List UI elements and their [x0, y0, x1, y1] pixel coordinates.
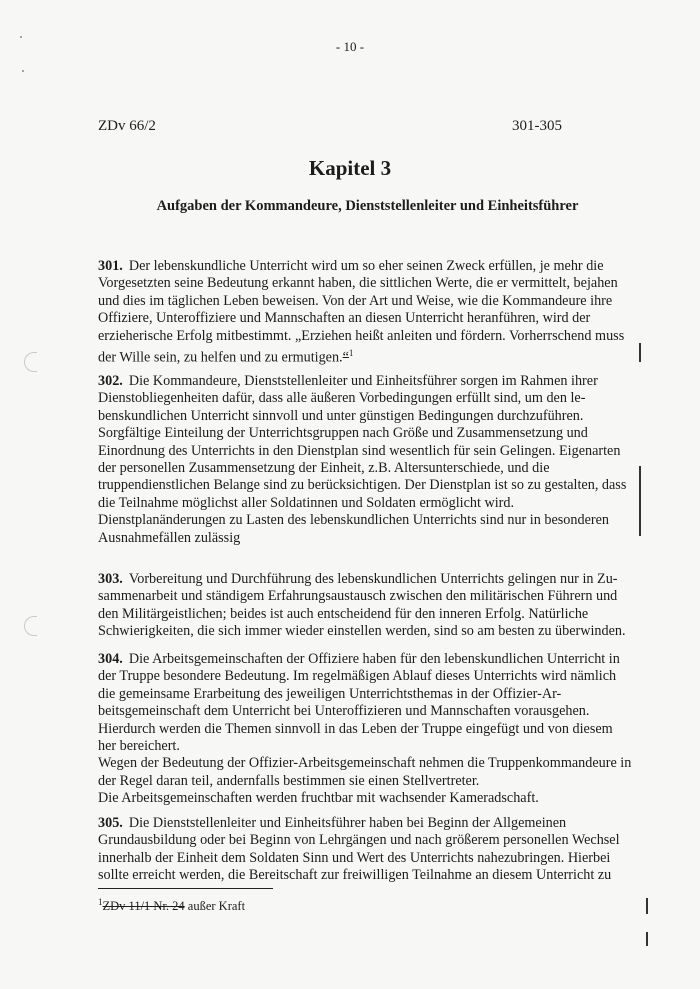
paragraph-line: und dies im täglichen Leben beweisen. Von der Art und Weise, wie die Kommandeure ihre	[98, 292, 613, 309]
paragraph-number: 302.	[98, 373, 123, 389]
paragraph-line: Einordnung des Unterrichts in den Dienstplan sind wesentlich für sein Gelingen. Eigenarten	[98, 442, 621, 459]
paragraph-line: Die Kommandeure, Dienststellenleiter und Einheitsführer sorgen im Rahmen ihrer	[128, 373, 598, 389]
paragraph-line: die Teilnahme möglichst aller Soldatinnen und Soldaten ermöglicht wird.	[98, 494, 515, 511]
footnote-struck-reference: ZDv 11/1 Nr. 24	[102, 899, 185, 914]
paragraph-line: Schwierigkeiten, die sich immer wieder einstellen werden, sind so am besten zu überwinden.	[98, 623, 626, 640]
paragraph-line: Die Arbeitsgemeinschaften werden fruchtbar mit wachsender Kameradschaft.	[98, 790, 539, 807]
paragraph-number: 303.	[98, 571, 123, 587]
paragraph-line: sollte erreicht werden, die Bereitschaft zur freiwilligen Teilnahme an diesem Unterricht zu	[98, 867, 612, 884]
paragraph-line: die gemeinsame Erarbeitung des jeweiligen Unterrichtsthemas in der Offizier-Ar-	[98, 685, 562, 702]
paragraph-line: der Regel daran teil, andernfalls bestimmen sie einen Stellvertreter.	[98, 772, 480, 789]
paragraph-line: der Wille sein, zu helfen und zu ermutigen.	[98, 349, 343, 366]
footnote-mark: 1	[98, 897, 103, 907]
change-bar	[646, 932, 648, 946]
paragraph-line: Ausnahmefällen zulässig	[98, 529, 241, 546]
struck-quote: “	[342, 349, 349, 366]
scan-speck	[20, 36, 22, 38]
change-bar	[639, 343, 641, 362]
paragraph-line: Dienstobliegenheiten dafür, dass alle äußeren Vorbedingungen erfüllt sind, um den le-	[98, 390, 586, 407]
paragraph-304	[98, 651, 633, 808]
paragraph-line: innerhalb der Einheit dem Soldaten Sinn und Wert des Unterrichts nahezubringen. Hierbei	[98, 849, 611, 866]
paragraph-line: Vorgesetzten seine Bedeutung erkannt haben, die sittlichen Werte, die er vermittelt, bejahen	[98, 275, 618, 292]
punch-hole	[24, 616, 37, 636]
paragraph-line: beitsgemeinschaft dem Unterricht bei Unteroffizieren und Mannschaften vorausgehen.	[98, 703, 590, 720]
chapter-title: Kapitel 3	[308, 156, 392, 180]
change-bar	[646, 898, 648, 914]
punch-hole	[24, 352, 37, 372]
footnote-rule	[98, 888, 273, 889]
change-bar	[639, 466, 641, 536]
footnote-text: außer Kraft	[184, 899, 246, 914]
paragraph-line: der Truppe besondere Bedeutung. Im regelmäßigen Ablauf dieses Unterrichts wird nämlich	[98, 668, 617, 685]
paragraph-line: Wegen der Bedeutung der Offizier-Arbeitsgemeinschaft nehmen die Truppenkommandeure in	[98, 755, 632, 772]
paragraph-line: erzieherische Erfolg mitbestimmt. „Erziehen heißt anleiten und fördern. Vorherrschend muss	[98, 327, 625, 344]
paragraph-303	[98, 571, 633, 641]
paragraph-line: truppendienstlichen Belange sind zu berücksichtigen. Der Dienstplan ist so zu gestalten, dass	[98, 477, 627, 494]
paragraph-line: Grundausbildung oder bei Beginn von Lehrgängen und nach größerem personellen Wechsel	[98, 832, 620, 849]
paragraph-line: her bereichert.	[98, 738, 180, 755]
scan-speck	[22, 70, 24, 72]
paragraph-line: den Militärgeistlichen; beides ist auch entscheidend für den inneren Erfolg. Natürliche	[98, 605, 589, 622]
paragraph-number: 301.	[98, 258, 123, 274]
paragraph-line: sammenarbeit und ständigem Erfahrungsaustausch zwischen den militärischen Führern und	[98, 588, 618, 605]
paragraph-305	[98, 815, 633, 885]
footnote	[98, 897, 245, 914]
paragraph-line: Der lebenskundliche Unterricht wird um so eher seinen Zweck erfüllen, je mehr die	[128, 258, 604, 274]
document-id: ZDv 66/2	[98, 118, 156, 134]
paragraph-301	[98, 258, 633, 367]
paragraph-line: Die Dienststellenleiter und Einheitsführer haben bei Beginn der Allgemeinen	[128, 815, 567, 831]
footnote-marker: 1	[348, 348, 354, 359]
paragraph-line: Dienstplanänderungen zu Lasten des lebenskundlichen Unterrichts sind nur in besonderen	[98, 512, 609, 529]
paragraph-line: Hierdurch werden die Themen sinnvoll in das Leben der Truppe eingefügt und von diesem	[98, 720, 613, 737]
paragraph-line: Sorgfältige Einteilung der Unterrichtsgruppen nach Größe und Zusammensetzung und	[98, 425, 588, 442]
paragraph-line: benskundlichen Unterricht sinnvoll und unter günstigen Bedingungen durchzuführen.	[98, 407, 584, 424]
paragraph-line: der personellen Zusammensetzung der Einheit, z.B. Altersunterschiede, und die	[98, 460, 550, 477]
section-range: 301-305	[512, 118, 562, 134]
paragraph-line: Offiziere, Unteroffiziere und Mannschaften an diesen Unterricht heranführen, wird der	[98, 310, 591, 327]
paragraph-302	[98, 373, 633, 547]
paragraph-line: Vorbereitung und Durchführung des lebenskundlichen Unterrichts gelingen nur in Zu-	[128, 571, 618, 587]
chapter-subtitle: Aufgaben der Kommandeure, Dienststellenleiter und Einheitsführer	[156, 198, 579, 214]
paragraph-number: 305.	[98, 815, 123, 831]
paragraph-number: 304.	[98, 651, 123, 667]
page-number: - 10 -	[335, 39, 365, 54]
paragraph-line: Die Arbeitsgemeinschaften der Offiziere haben für den lebenskundlichen Unterricht in	[128, 651, 620, 667]
